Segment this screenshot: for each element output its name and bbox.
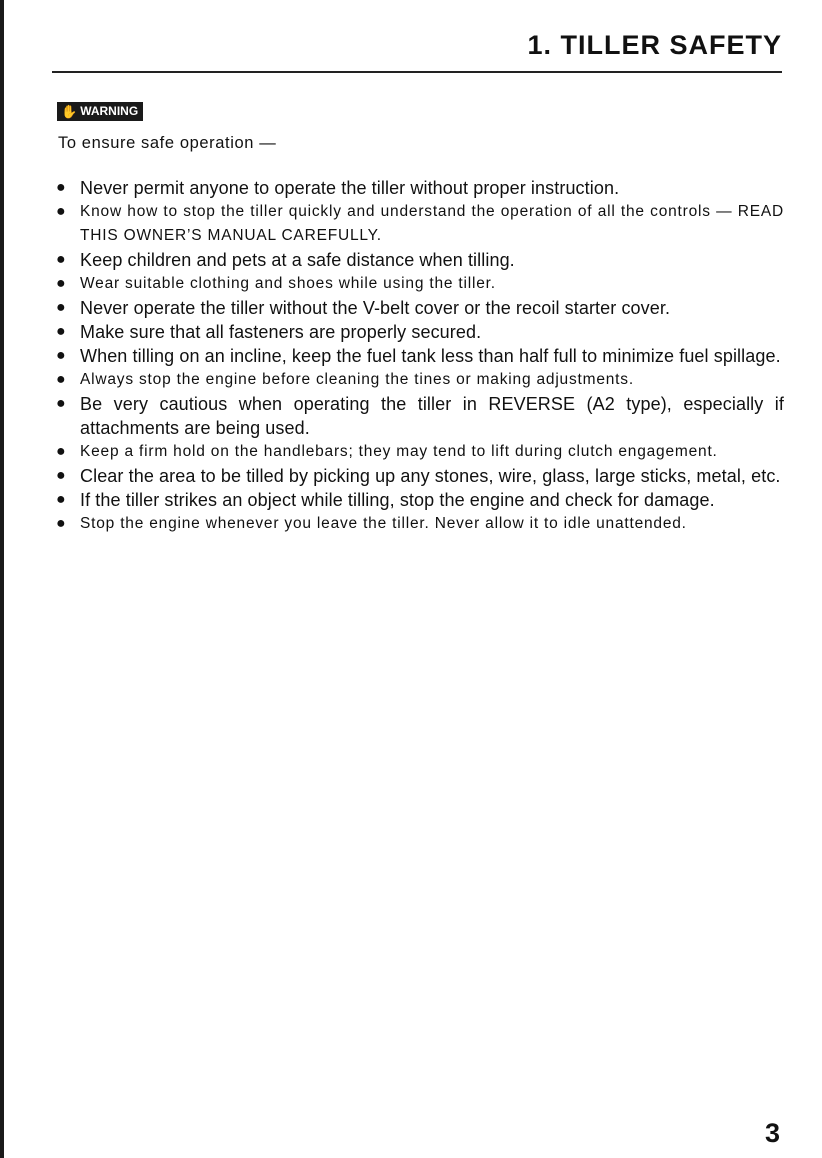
warning-badge bbox=[57, 102, 143, 121]
list-item-text: Make sure that all fasteners are properly secured. bbox=[80, 322, 482, 342]
title-rule bbox=[52, 71, 782, 73]
page-spine-edge bbox=[0, 0, 4, 1158]
list-item-text: Wear suitable clothing and shoes while using the tiller. bbox=[80, 275, 496, 292]
list-item bbox=[56, 296, 784, 320]
list-item bbox=[56, 344, 784, 368]
list-item bbox=[56, 488, 784, 512]
list-item bbox=[56, 440, 784, 464]
list-item bbox=[56, 392, 784, 440]
bullet-icon: ● bbox=[56, 203, 66, 220]
list-item bbox=[56, 320, 784, 344]
hand-icon: ✋ bbox=[61, 104, 78, 119]
list-item bbox=[56, 464, 784, 488]
list-item-text: Keep children and pets at a safe distance when tilling. bbox=[80, 250, 515, 270]
list-item-text: Keep a firm hold on the handlebars; they may tend to lift during clutch engagement. bbox=[80, 443, 718, 460]
bullet-icon: ● bbox=[56, 371, 66, 388]
bullet-icon: ● bbox=[56, 467, 66, 484]
intro-text: To ensure safe operation — bbox=[58, 134, 277, 152]
list-item bbox=[56, 272, 784, 296]
bullet-icon: ● bbox=[56, 515, 66, 532]
list-item-text: Be very cautious when operating the tiller in REVERSE (A2 type), especially if attachments are being used. bbox=[80, 394, 784, 438]
list-item-text: Never permit anyone to operate the tiller without proper instruction. bbox=[80, 178, 620, 198]
list-item-text: Stop the engine whenever you leave the tiller. Never allow it to idle unattended. bbox=[80, 515, 687, 532]
list-item bbox=[56, 200, 784, 248]
bullet-icon: ● bbox=[56, 347, 66, 364]
bullet-icon: ● bbox=[56, 323, 66, 340]
bullet-icon: ● bbox=[56, 443, 66, 460]
list-item bbox=[56, 176, 784, 200]
bullet-icon: ● bbox=[56, 395, 66, 412]
list-item-text: Never operate the tiller without the V-belt cover or the recoil starter cover. bbox=[80, 298, 671, 318]
page-number: 3 bbox=[764, 1118, 780, 1148]
list-item bbox=[56, 512, 784, 536]
list-item-text: Clear the area to be tilled by picking up any stones, wire, glass, large sticks, metal, etc. bbox=[80, 466, 781, 486]
list-item-text: If the tiller strikes an object while tilling, stop the engine and check for damage. bbox=[80, 490, 715, 510]
bullet-icon: ● bbox=[56, 275, 66, 292]
bullet-icon: ● bbox=[56, 299, 66, 316]
bullet-icon: ● bbox=[56, 251, 66, 268]
section-title: 1. TILLER SAFETY bbox=[527, 30, 782, 60]
list-item-text: When tilling on an incline, keep the fuel tank less than half full to minimize fuel spillage. bbox=[80, 346, 781, 366]
bullet-icon: ● bbox=[56, 179, 66, 196]
warning-label: WARNING bbox=[80, 104, 139, 118]
list-item-text: Always stop the engine before cleaning the tines or making adjustments. bbox=[80, 371, 634, 388]
list-item bbox=[56, 368, 784, 392]
bullet-icon: ● bbox=[56, 491, 66, 508]
list-item-text: Know how to stop the tiller quickly and understand the operation of all the controls — READ THIS OWNER’S MANUAL CAREFULLY. bbox=[80, 203, 784, 244]
safety-list bbox=[56, 176, 784, 536]
list-item bbox=[56, 248, 784, 272]
